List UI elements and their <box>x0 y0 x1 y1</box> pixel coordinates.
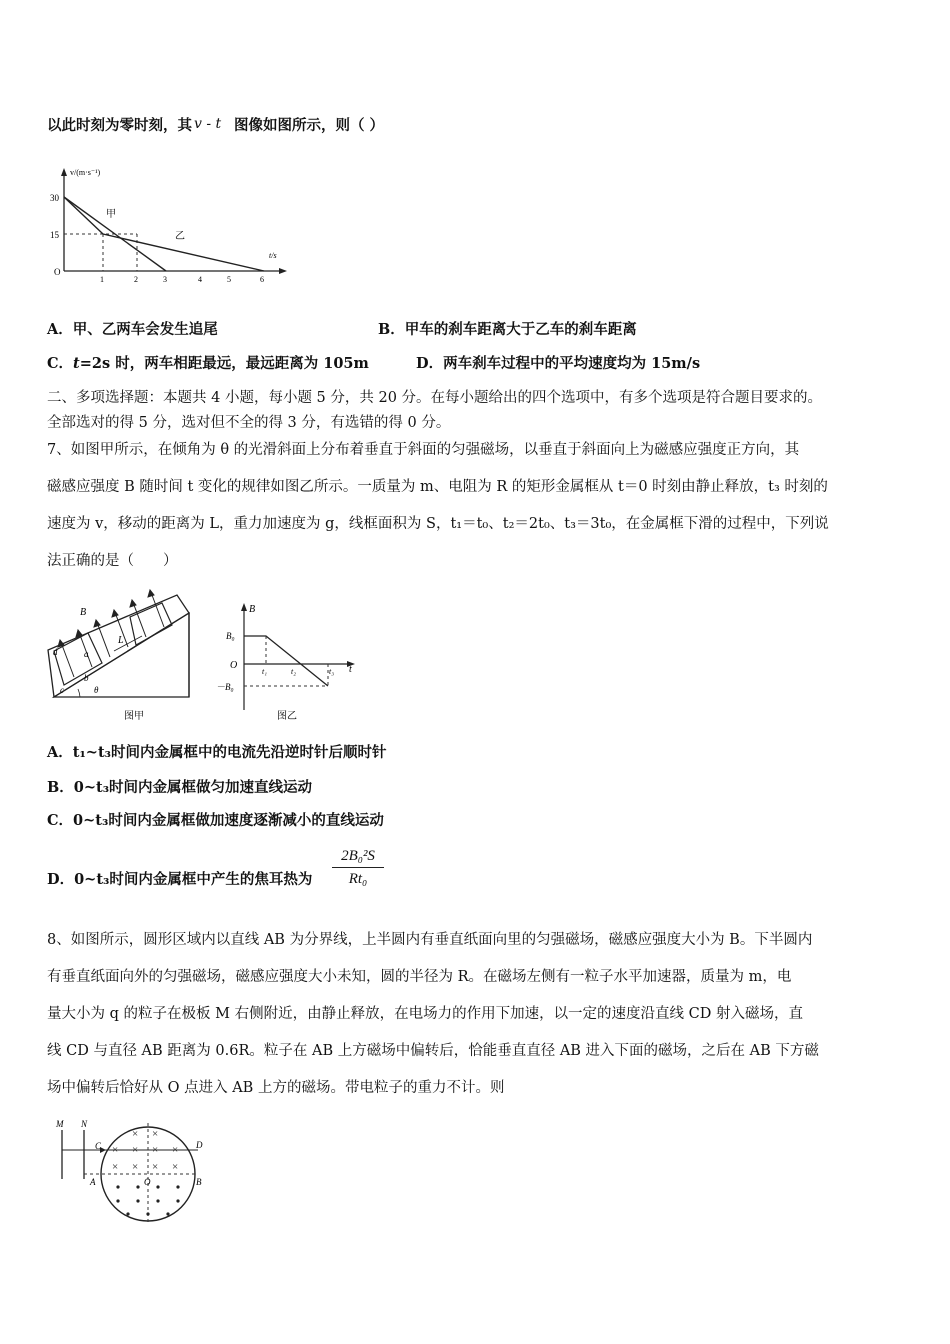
q6-option-c[interactable] <box>47 354 369 374</box>
fig-jia-caption: 图甲 <box>124 711 144 722</box>
q8-line3: 量大小为 q 的粒子在极板 M 右侧附近，由静止释放，在电场力的作用下加速，以一定的速度沿直线 CD 射入磁场，直 <box>47 1006 803 1022</box>
fig-yi-negB0: －B₀ <box>216 682 234 692</box>
svg-text:×: × <box>132 1161 139 1173</box>
vt-ytick-30: 30 <box>50 193 59 203</box>
vt-xlabel: t/s <box>269 251 277 260</box>
q6-option-a[interactable]: A．甲、乙两车会发生追尾 <box>47 321 218 338</box>
vt-ytick-15: 15 <box>50 230 59 240</box>
vt-ylabel: v/(m·s⁻¹) <box>70 168 101 177</box>
svg-text:×: × <box>112 1144 119 1156</box>
q7-option-a[interactable]: A．t₁~t₃时间内金属框中的电流先沿逆时针后顺时针 <box>47 744 387 761</box>
line-yi <box>64 197 103 234</box>
q6-option-d[interactable]: D．两车刹车过程中的平均速度均为 15m/s <box>416 355 701 372</box>
fraction-bar <box>332 867 384 868</box>
svg-text:×: × <box>132 1144 139 1156</box>
fig-yi-O: O <box>230 660 238 671</box>
fraction-denominator: Rt₀ <box>348 871 368 887</box>
q7-option-b[interactable]: B．0~t₃时间内金属框做匀加速直线运动 <box>47 779 313 796</box>
fig-jia-c: c <box>60 685 64 695</box>
fig-yi-t2: t₂ <box>291 667 297 676</box>
fig-yi-t3: t₃ <box>329 667 335 676</box>
fig-jia-theta: θ <box>94 685 99 695</box>
q6-intro-after: 图像如图所示，则（ ） <box>234 117 385 134</box>
vt-xtick-3: 3 <box>163 275 167 284</box>
q7-option-d[interactable]: D．0~t₃时间内金属框中产生的焦耳热为 <box>47 871 313 888</box>
q8-fig-O: O <box>144 1177 151 1187</box>
fig-jia-B: B <box>80 607 87 618</box>
q7-line1: 7、如图甲所示，在倾角为 θ 的光滑斜面上分布着垂直于斜面的匀强磁场，以垂直于斜面向上为磁感应强度正方向，其 <box>47 442 800 458</box>
q6-intro <box>47 116 384 136</box>
q6-option-c-t: t <box>73 355 80 372</box>
q6-option-c-head: C． <box>47 355 74 372</box>
fraction-numerator: 2B₀²S <box>341 848 375 864</box>
q8-figure <box>50 1115 210 1230</box>
fig-yi-t: t <box>349 664 352 675</box>
q8-line1: 8、如图所示，圆形区域内以直线 AB 为分界线，上半圆内有垂直纸面向里的匀强磁场，磁感应强度大小为 B。下半圆内 <box>47 932 813 948</box>
q6-option-c-rest: =2s 时，两车相距最远，最远距离为 105m <box>79 355 369 372</box>
vt-xtick-2: 2 <box>134 275 138 284</box>
vt-xtick-6: 6 <box>260 275 264 284</box>
svg-text:×: × <box>112 1161 119 1173</box>
vt-label-yi: 乙 <box>175 231 185 242</box>
q8-line2: 有垂直纸面向外的匀强磁场，磁感应强度大小未知，圆的半径为 R。在磁场左侧有一粒子水平加速器，质量为 m，电 <box>47 969 792 985</box>
svg-text:×: × <box>152 1161 159 1173</box>
vt-graph <box>50 165 290 284</box>
svg-text:×: × <box>132 1128 139 1140</box>
fig-yi-B0: B₀ <box>226 631 235 641</box>
q8-fig-N: N <box>81 1119 88 1129</box>
q8-line5: 场中偏转后恰好从 O 点进入 AB 上方的磁场。带电粒子的重力不计。则 <box>47 1080 505 1096</box>
fig-yi-caption: 图乙 <box>277 711 297 722</box>
fig-yi-t1: t₁ <box>262 667 268 676</box>
q7-option-d-fraction <box>330 846 386 889</box>
vt-symbol: v - t <box>194 116 222 132</box>
vt-label-jia: 甲 <box>106 209 116 220</box>
section2-line1: 二、多项选择题：本题共 4 小题，每小题 5 分，共 20 分。在每小题给出的四个选项中，有多个选项是符合题目要求的。 <box>47 390 823 406</box>
q8-fig-C: C <box>95 1141 102 1151</box>
vt-origin: O <box>54 267 61 277</box>
q7-option-c[interactable]: C．0~t₃时间内金属框做加速度逐渐减小的直线运动 <box>47 812 384 829</box>
fig-jia-a: a <box>84 649 89 659</box>
q7-line4: 法正确的是（ ） <box>47 553 178 569</box>
svg-text:×: × <box>152 1128 159 1140</box>
vt-xtick-5: 5 <box>227 275 231 284</box>
svg-text:×: × <box>172 1161 179 1173</box>
section2-line2: 全部选对的得 5 分，选对但不全的得 3 分，有选错的得 0 分。 <box>47 415 451 431</box>
q7-line3: 速度为 v，移动的距离为 L，重力加速度为 g，线框面积为 S，t₁＝t₀、t₂＝2t₀、t₃＝3t₀，在金属框下滑的过程中，下列说 <box>47 516 829 532</box>
q8-fig-A: A <box>90 1177 96 1187</box>
vt-xtick-4: 4 <box>198 275 202 284</box>
q8-fig-M: M <box>56 1119 64 1129</box>
fig-jia-L: L <box>118 635 124 646</box>
fig-jia <box>44 585 204 725</box>
q8-fig-B: B <box>196 1177 202 1187</box>
vt-xtick-1: 1 <box>100 275 104 284</box>
fig-yi <box>216 600 362 725</box>
q7-line2: 磁感应强度 B 随时间 t 变化的规律如图乙所示。一质量为 m、电阻为 R 的矩形金属框从 t＝0 时刻由静止释放，t₃ 时刻的 <box>47 479 828 495</box>
fig-yi-B: B <box>249 604 256 615</box>
svg-text:×: × <box>152 1144 159 1156</box>
q6-option-b[interactable]: B．甲车的刹车距离大于乙车的刹车距离 <box>378 321 637 338</box>
q8-line4: 线 CD 与直径 AB 距离为 0.6R。粒子在 AB 上方磁场中偏转后，恰能垂直直径 AB 进入下面的磁场，之后在 AB 下方磁 <box>47 1043 819 1059</box>
q8-fig-D: D <box>196 1140 203 1150</box>
fig-jia-b: b <box>84 673 89 683</box>
svg-text:×: × <box>172 1144 179 1156</box>
q6-intro-before: 以此时刻为零时刻，其 <box>47 117 192 134</box>
fig-jia-d: d <box>53 647 58 657</box>
